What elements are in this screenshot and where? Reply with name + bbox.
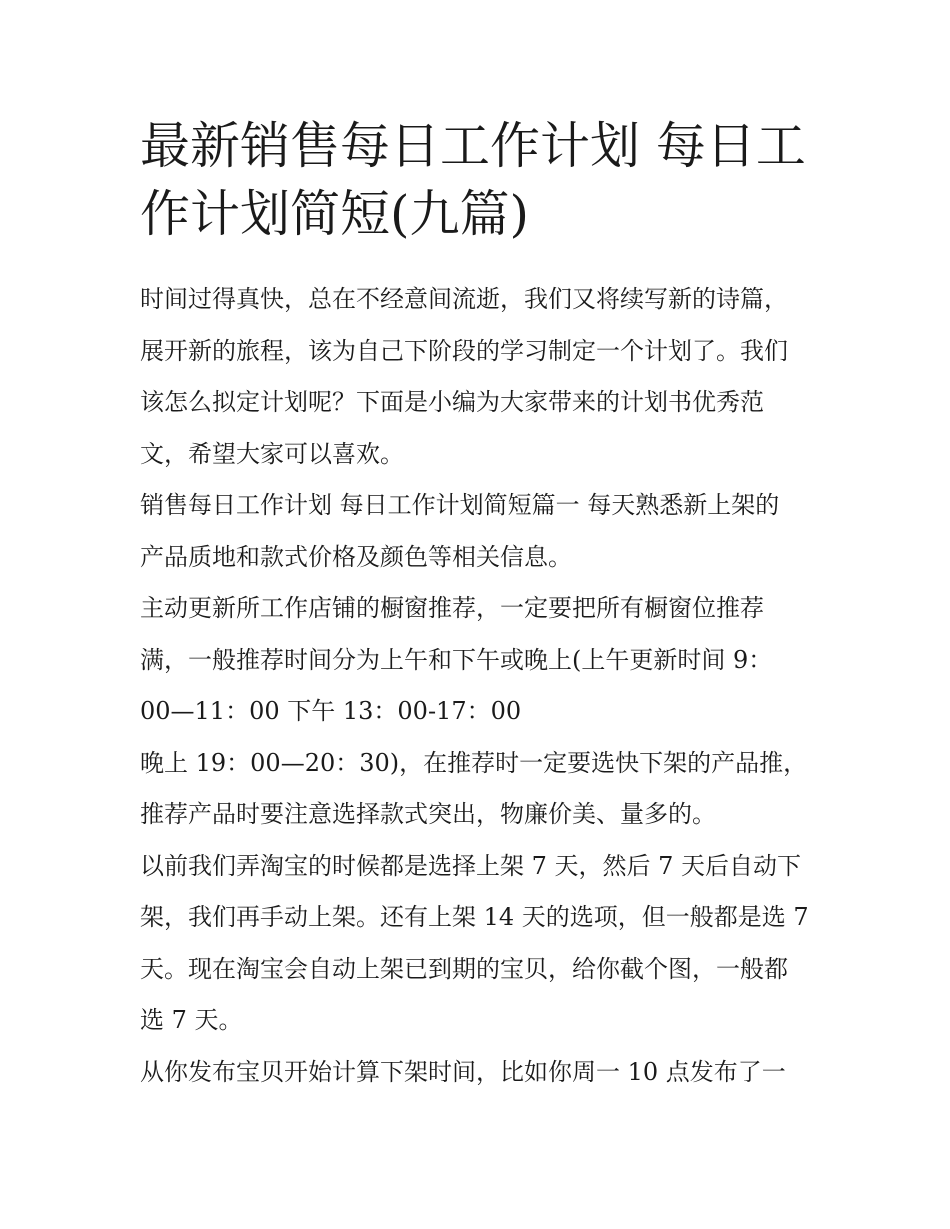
text-line: 00—11：00 下午 13：00-17：00 [140,697,522,725]
paragraph-timing [140,1047,812,1099]
paragraph-intro [140,274,812,480]
text-line: 推荐产品时要注意选择款式突出，物廉价美、量多的。 [140,800,716,828]
document-title [140,112,812,248]
text-line: 天。现在淘宝会自动上架已到期的宝贝，给你截个图，一般都 [140,954,788,983]
text-line: 从你发布宝贝开始计算下架时间，比如你周一 10 点发布了一 [140,1057,786,1086]
text-line: 时间过得真快，总在不经意间流逝，我们又将续写新的诗篇， [140,285,788,313]
text-line: 选 7 天。 [140,1006,243,1034]
text-line: 产品质地和款式价格及颜色等相关信息。 [140,542,572,571]
text-line: 架，我们再手动上架。还有上架 14 天的选项，但一般都是选 7 [140,903,809,931]
text-line: 该怎么拟定计划呢？下面是小编为大家带来的计划书优秀范 [140,388,764,416]
text-line: 晚上 19：00—20：30)，在推荐时一定要选快下架的产品推， [140,748,808,777]
text-line: 主动更新所工作店铺的橱窗推荐，一定要把所有橱窗位推荐 [140,594,764,622]
paragraph-section-one [140,480,812,583]
document-body [140,274,812,1098]
text-line: 文，希望大家可以喜欢。 [140,439,404,468]
title-line: 作计划简短(九篇) [140,185,530,243]
text-line: 以前我们弄淘宝的时候都是选择上架 7 天，然后 7 天后自动下 [140,851,802,880]
text-line: 销售每日工作计划 每日工作计划简短篇一 每天熟悉新上架的 [140,491,780,519]
paragraph-listing [140,841,812,1047]
paragraph-evening [140,738,812,841]
document-page [140,112,812,1098]
text-line: 满，一般推荐时间分为上午和下午或晚上(上午更新时间 9： [140,645,773,674]
title-line: 最新销售每日工作计划 每日工 [140,117,806,175]
text-line: 展开新的旅程，该为自己下阶段的学习制定一个计划了。我们 [140,336,788,365]
paragraph-showcase [140,583,812,738]
